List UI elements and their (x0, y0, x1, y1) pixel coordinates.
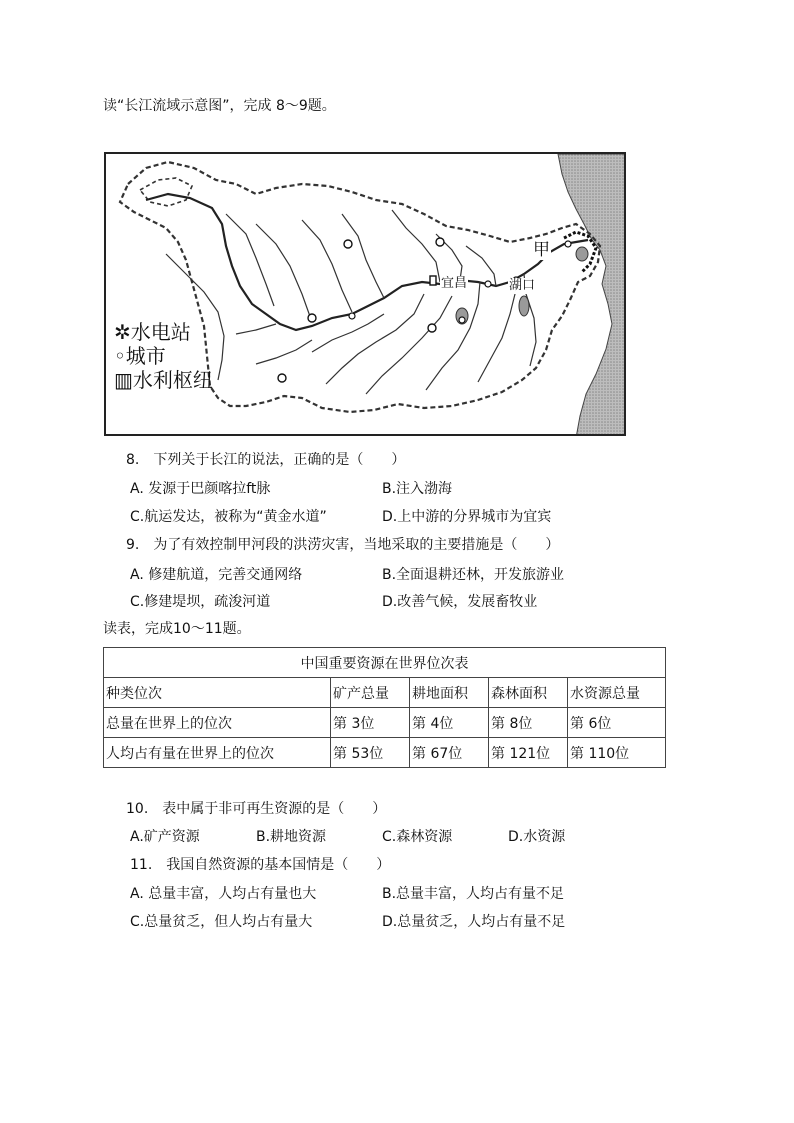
sea-area (558, 154, 626, 436)
table-cell: 总量在世界上的位次 (104, 708, 331, 738)
table-header-row (104, 678, 666, 708)
tributaries (166, 210, 536, 394)
source-boundary (140, 178, 192, 206)
map-label-jia: 甲 (533, 240, 550, 260)
table-header-cell: 森林面积 (489, 678, 568, 708)
intro-text-table: 读表，完成10～11题。 (103, 621, 251, 637)
q10-option-a: A.矿产资源 (130, 829, 200, 845)
map-label-hukou: 湖口 (509, 278, 536, 293)
q9-option-b: B.全面退耕还林，开发旅游业 (382, 567, 565, 583)
q9-option-d: D.改善气候，发展畜牧业 (382, 594, 538, 610)
q11-option-b: B.总量丰富，人均占有量不足 (382, 886, 565, 902)
table-header-cell: 耕地面积 (410, 678, 489, 708)
table-header-cell: 种类位次 (104, 678, 331, 708)
q9-option-c: C.修建堤坝，疏浚河道 (130, 594, 271, 610)
table-cell: 第 8位 (489, 708, 568, 738)
q11-stem: 11. 我国自然资源的基本国情是（ ） (130, 857, 391, 873)
table-header-cell: 矿产总量 (331, 678, 410, 708)
table-cell: 人均占有量在世界上的位次 (104, 738, 331, 768)
lake-poyang (519, 296, 529, 316)
q10-option-b: B.耕地资源 (256, 829, 327, 845)
table-cell: 第 4位 (410, 708, 489, 738)
water-conservancy-hub-icon: ▥ (114, 368, 133, 392)
q11-option-c: C.总量贫乏，但人均占有量大 (130, 914, 313, 930)
table-cell: 第 53位 (331, 738, 410, 768)
table-row (104, 738, 666, 768)
legend-city: ◦城市 (114, 344, 166, 368)
city-icon: ◦ (114, 344, 126, 368)
legend-hydropower: ✲水电站 (114, 320, 191, 344)
q8-option-d: D.上中游的分界城市为宜宾 (382, 509, 552, 525)
table-row (104, 708, 666, 738)
q8-option-c: C.航运发达，被称为“黄金水道” (130, 509, 327, 525)
hydropower-station-icon: ✲ (114, 320, 131, 344)
table-caption: 中国重要资源在世界位次表 (104, 648, 666, 678)
q10-stem: 10. 表中属于非可再生资源的是（ ） (126, 801, 387, 817)
q10-option-d: D.水资源 (508, 829, 566, 845)
q8-option-b: B.注入渤海 (382, 481, 453, 497)
resource-rank-table (103, 647, 666, 768)
legend-water-hub: ▥水利枢纽 (114, 368, 213, 392)
table-caption-row (104, 648, 666, 678)
yangtze-basin-map (104, 152, 626, 436)
table-cell: 第 110位 (568, 738, 666, 768)
q11-option-a: A. 总量丰富，人均占有量也大 (130, 886, 317, 902)
q8-option-a: A. 发源于巴颜喀拉ft脉 (130, 481, 271, 497)
lake-tai (576, 247, 588, 261)
table-header-cell: 水资源总量 (568, 678, 666, 708)
q9-option-a: A. 修建航道，完善交通网络 (130, 567, 303, 583)
table-cell: 第 67位 (410, 738, 489, 768)
map-drawing (106, 154, 626, 436)
q9-stem: 9. 为了有效控制甲河段的洪涝灾害，当地采取的主要措施是（ ） (126, 537, 560, 553)
table-cell: 第 3位 (331, 708, 410, 738)
map-label-yichang: 宜昌 (441, 276, 468, 291)
water-hub-marker (430, 276, 436, 285)
q8-stem: 8. 下列关于长江的说法，正确的是（ ） (126, 452, 406, 468)
q10-option-c: C.森林资源 (382, 829, 453, 845)
q11-option-d: D.总量贫乏，人均占有量不足 (382, 914, 566, 930)
table-cell: 第 6位 (568, 708, 666, 738)
table-cell: 第 121位 (489, 738, 568, 768)
intro-text-map: 读“长江流域示意图”，完成 8～9题。 (103, 98, 336, 114)
